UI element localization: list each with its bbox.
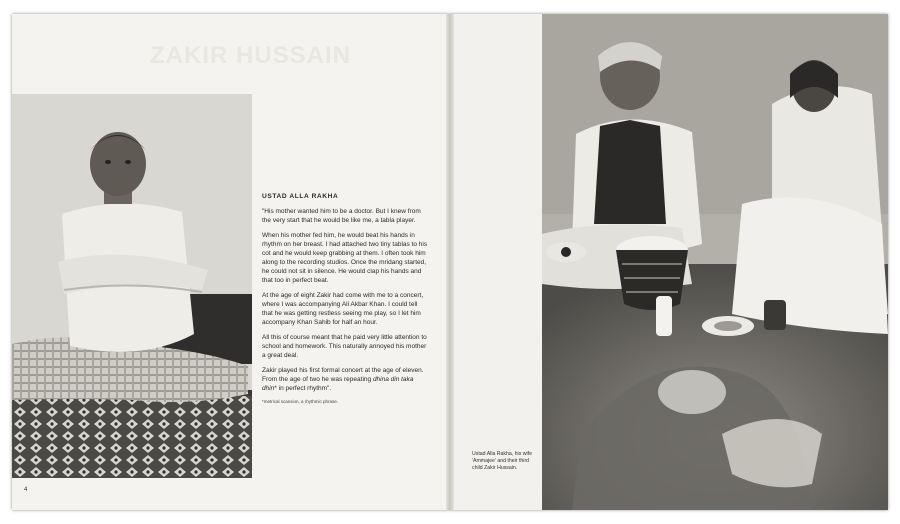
show-through-title: ZAKIR HUSSAIN <box>150 42 352 69</box>
article-text <box>262 193 428 405</box>
book-gutter <box>446 14 454 510</box>
photo-caption: Ustad Alla Rakha, his wife 'Ammajee' and their third child Zakir Hussain. <box>472 451 532 471</box>
paragraph-2: When his mother fed him, he would beat his hands in rhythm on her breast. I had attached two tiny tablas to his cot and he would keep grabbing at them. I often took him along to the recording studios. Once the mridang started, he could not sit in silence. He would clap his hands and that too in perfect beat. <box>262 232 428 284</box>
section-heading: USTAD ALLA RAKHA <box>262 193 339 200</box>
footnote: *metrical scansion, a rhythmic phrase. <box>262 399 339 404</box>
paragraph-4: All this of course meant that he paid very little attention to school and homework. This naturally annoyed his mother a great deal. <box>262 334 427 359</box>
paragraph-5 <box>262 366 428 393</box>
photo-illustration-right <box>542 14 888 510</box>
rhythm-phrase: dhina din taka dhin <box>262 376 414 392</box>
paragraph-5-end: * in perfect rhythm". <box>274 385 332 392</box>
photo-alla-rakha-seated <box>12 94 252 478</box>
paragraph-1: "His mother wanted him to be a doctor. But I knew from the very start that he would be like me, a tabla player. <box>262 208 421 224</box>
paragraph-3: At the age of eight Zakir had come with me to a concert, where I was accompanying Ali Akbar Khan. I could tell that he was getting restless seeing me play, so I let him accompany Khan Sahib for half an hour. <box>262 292 424 326</box>
paragraph-5-text: Zakir played his first formal concert at the age of eleven. From the age of two he was repeating <box>262 367 424 383</box>
photo-illustration <box>12 94 252 478</box>
page-number: 4 <box>24 487 28 493</box>
photo-family-tabla <box>542 14 888 510</box>
